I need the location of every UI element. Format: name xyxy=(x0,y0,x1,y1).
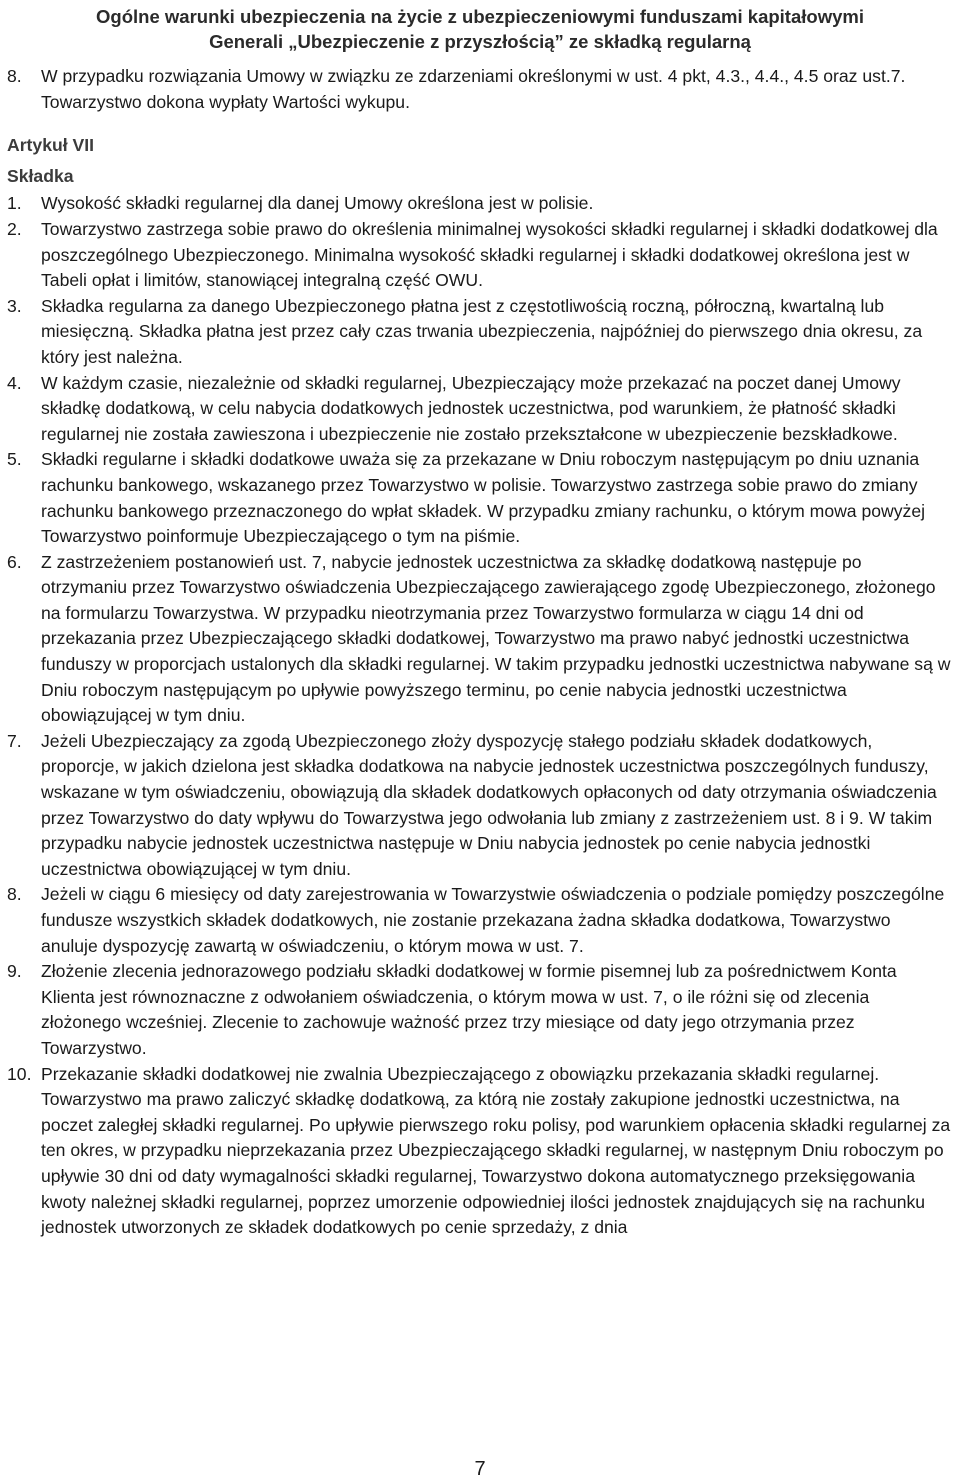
document-body xyxy=(7,64,952,1241)
list-item xyxy=(7,217,952,294)
document-header xyxy=(0,4,960,54)
item-number: 7. xyxy=(7,730,22,751)
list-item xyxy=(7,1062,952,1241)
item-text: Jeżeli Ubezpieczający za zgodą Ubezpieczonego złoży dyspozycję stałego podziału składek dodatkowych, proporcje, w jakich dzielona jest składka dodatkowa na nabycie jednostek uczestnictwa poszczególnych funduszy, wskazane w tym oświadczeniu, obowiązują dla składek dodatkowych opłaconych od daty otrzymania oświadczenia przez Towarzystwo do daty wpływu do Towarzystwa jego odwołania lub zmiany z zastrzeżeniem ust. 8 i 9. W takim przypadku nabycie jednostek uczestnictwa następuje w Dniu nabycia jednostek po cenie nabycia jednostki uczestnictwa obowiązującej w tym dniu. xyxy=(41,730,937,879)
header-title-line-2: Generali „Ubezpieczenie z przyszłością” ze składką regularną xyxy=(209,31,751,52)
item-number: 8. xyxy=(7,884,22,905)
item-text: Jeżeli w ciągu 6 miesięcy od daty zarejestrowania w Towarzystwie oświadczenia o podziale pomiędzy poszczególne fundusze wszystkich składek dodatkowych, nie zostanie przekazana żadna składka dodatkowa, Towarzystwo anuluje dyspozycję zawartą w oświadczeniu, o którym mowa w ust. 7. xyxy=(41,884,945,956)
item-number: 3. xyxy=(7,295,22,316)
item-number: 5. xyxy=(7,449,22,470)
item-number: 6. xyxy=(7,551,22,572)
article-number: Artykuł VII xyxy=(7,135,95,156)
article-title: Składka xyxy=(7,165,74,186)
list-item xyxy=(7,294,952,371)
list-item xyxy=(7,191,952,217)
header-title-line-1: Ogólne warunki ubezpieczenia na życie z ubezpieczeniowymi funduszami kapitałowymi xyxy=(96,6,864,27)
page-number: 7 xyxy=(474,1458,486,1480)
item-number: 10. xyxy=(7,1063,32,1084)
item-text: W każdym czasie, niezależnie od składki regularnej, Ubezpieczający może przekazać na poczet danej Umowy składkę dodatkową, w celu nabycia dodatkowych jednostek uczestnictwa, pod warunkiem, że płatność składki regularnej nie została zawieszona i ubezpieczenie nie zostało przekształcone w ubezpieczenie bezskładkowe. xyxy=(41,372,901,444)
list-item xyxy=(7,882,952,959)
item-text: Składki regularne i składki dodatkowe uważa się za przekazane w Dniu roboczym następującym po dniu uznania rachunku bankowego, wskazanego przez Towarzystwo w polisie. Towarzystwo zastrzega sobie prawo do zmiany rachunku bankowego przeznaczonego do wpłat składek. W przypadku zmiany rachunku, o którym mowa powyżej Towarzystwo poinformuje Ubezpieczającego o tym na piśmie. xyxy=(41,449,926,547)
item-text: Złożenie zlecenia jednorazowego podziału składki dodatkowej w formie pisemnej lub za pośrednictwem Konta Klienta jest równoznaczne z odwołaniem oświadczenia, o którym mowa w ust. 7, o ile różni się od zlecenia złożonego wcześniej. Zlecenie to zachowuje ważność przez trzy miesiące od daty jego otrzymania przez Towarzystwo. xyxy=(41,961,897,1058)
item-text: Składka regularna za danego Ubezpieczonego płatna jest z częstotliwością roczną, półroczną, kwartalną lub miesięczną. Składka płatna jest przez cały czas trwania ubezpieczenia, najpóźniej do pierwszego dnia okresu, za który jest należna. xyxy=(41,295,923,367)
list-item xyxy=(7,550,952,729)
item-text: Wysokość składki regularnej dla danej Umowy określona jest w polisie. xyxy=(41,193,594,214)
item-text: Przekazanie składki dodatkowej nie zwalnia Ubezpieczającego z obowiązku przekazania składki regularnej. Towarzystwo ma prawo zaliczyć składkę dodatkową, za którą nie zostały zakupione jednostki uczestnictwa, na poczet zaległej składki regularnej. Po upływie pierwszego roku polisy, pod warunkiem opłacenia składki regularnej za ten okres, w przypadku nieprzekazania przez Ubezpieczającego składki regularnej, w następnym Dniu roboczym po upływie 30 dni od daty wymagalności składki regularnej, Towarzystwo dokona automatycznego przeksięgowania kwoty należnej składki regularnej, poprzez umorzenie odpowiedniej ilości jednostek znajdujących się na rachunku jednostek utworzonych ze składek dodatkowych po cenie sprzedaży, z dnia xyxy=(41,1063,951,1238)
list-item xyxy=(7,729,952,883)
list-item xyxy=(7,447,952,549)
item-text: Z zastrzeżeniem postanowień ust. 7, nabycie jednostek uczestnictwa za składkę dodatkową następuje po otrzymaniu przez Towarzystwo oświadczenia Ubezpieczającego zawierającego zgodę Ubezpieczonego, złożonego na formularzu Towarzystwa. W przypadku nieotrzymania przez Towarzystwo formularza w ciągu 14 dni od przekazania przez Ubezpieczającego składki dodatkowej, Towarzystwo ma prawo nabyć jednostki uczestnictwa funduszy w proporcjach ustalonych dla składki regularnej. W takim przypadku jednostki uczestnictwa nabywane są w Dniu roboczym następującym po upływie powyższego terminu, po cenie nabycia jednostki uczestnictwa obowiązującej w tym dniu. xyxy=(41,551,951,726)
list-item xyxy=(7,64,952,115)
item-number: 4. xyxy=(7,372,22,393)
article-items xyxy=(7,191,952,1240)
item-number: 9. xyxy=(7,961,22,982)
item-number: 2. xyxy=(7,218,22,239)
item-text: W przypadku rozwiązania Umowy w związku ze zdarzeniami określonymi w ust. 4 pkt, 4.3., 4.4., 4.5 oraz ust.7. Towarzystwo dokona wypłaty Wartości wykupu. xyxy=(41,66,906,112)
list-item xyxy=(7,371,952,448)
item-number: 8. xyxy=(7,66,22,86)
item-text: Towarzystwo zastrzega sobie prawo do określenia minimalnej wysokości składki regularnej i składki dodatkowej dla poszczególnego Ubezpieczonego. Minimalna wysokość składki regularnej i składki dodatkowej określona jest w Tabeli opłat i limitów, stanowiącej integralną część OWU. xyxy=(41,218,938,291)
list-item xyxy=(7,959,952,1061)
item-number: 1. xyxy=(7,193,22,214)
spacer xyxy=(7,115,952,133)
